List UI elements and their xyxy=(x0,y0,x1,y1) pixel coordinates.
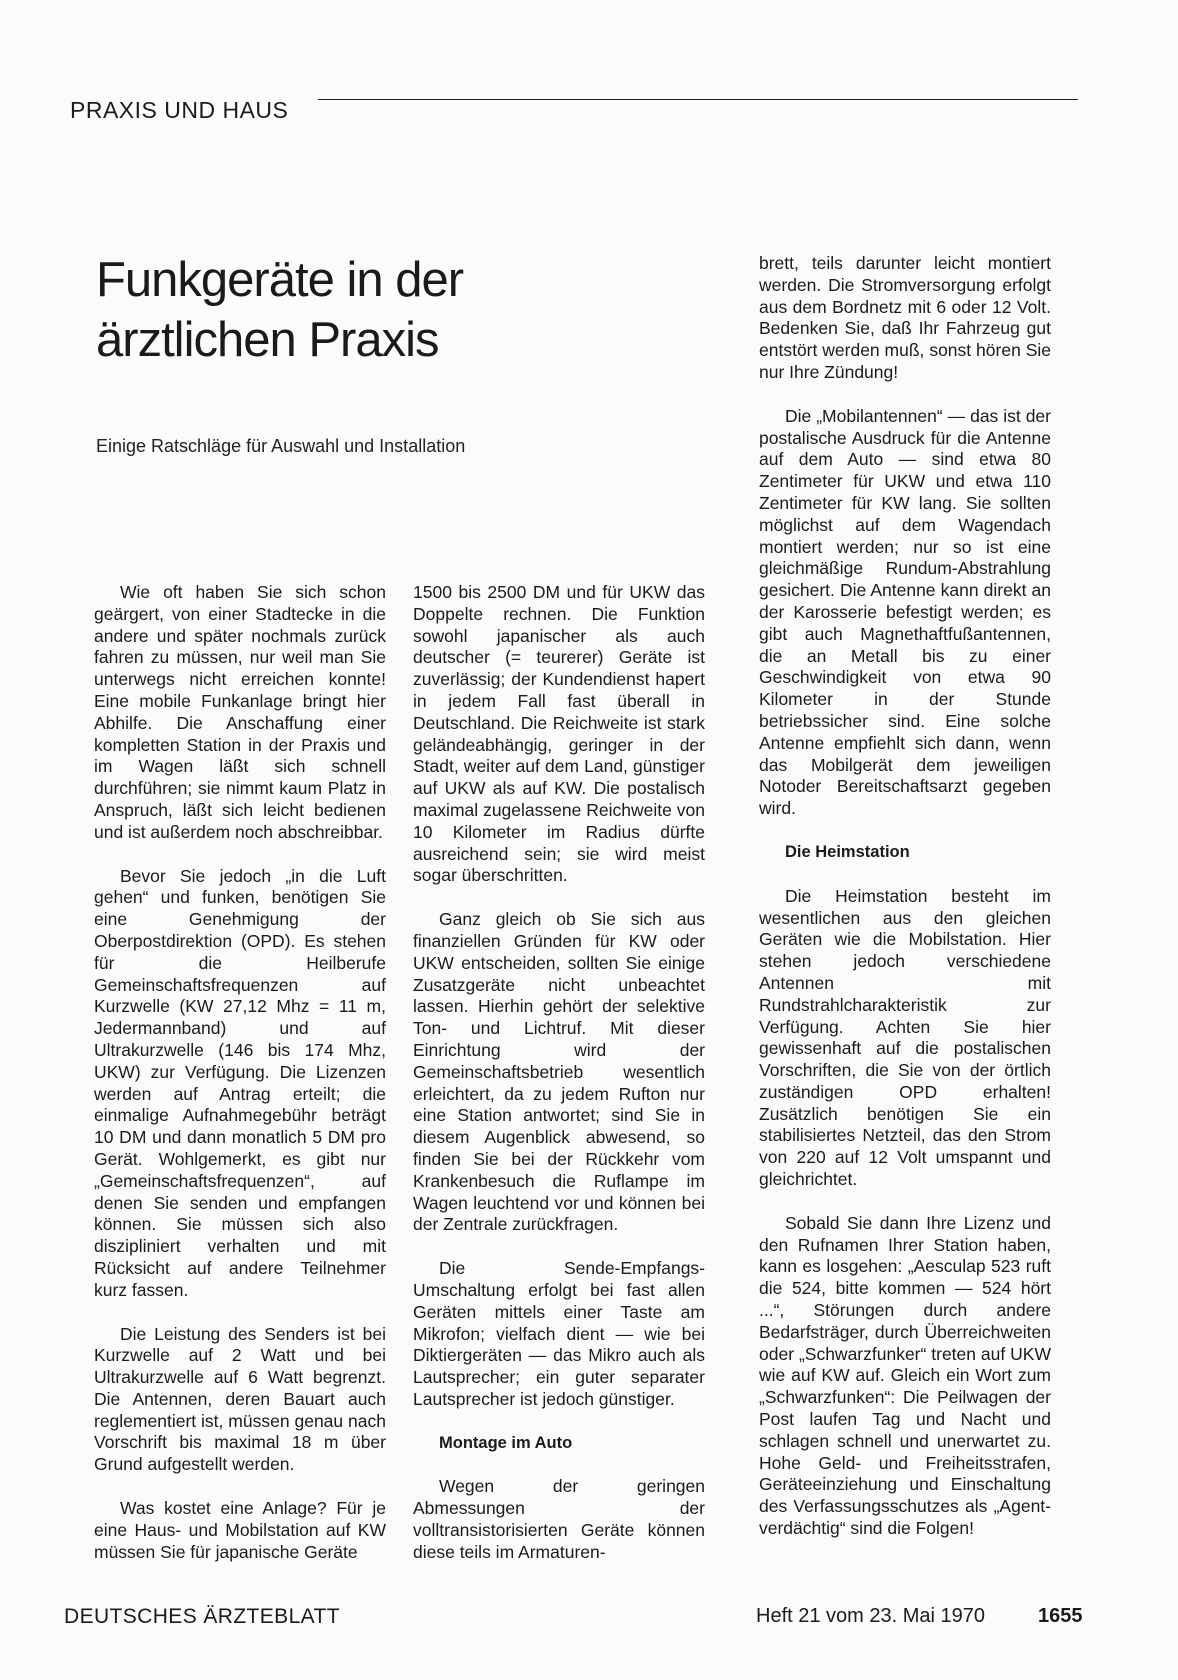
footer-journal: DEUTSCHES ÄRZTEBLATT xyxy=(64,1605,340,1628)
paragraph: Sobald Sie dann Ihre Lizenz und den Rufnamen Ihrer Station haben, kann es losgehen: „Aesculap 523 ruft die 524, bitte kommen — 524 hört ...“, Störungen durch andere Bedarfsträger, durch Überreichweiten oder „Schwarzfunker“ treten auf UKW wie auf KW auf. Gleich ein Wort zum „Schwarzfunken“: Die Peilwagen der Post laufen Tag und Nacht und schlagen schnell und unerwartet zu. Hohe Geld- und Freiheitsstrafen, Geräteeinziehung und Einschaltung des Verfassungsschutzes als „Agent-verdächtig“ sind die Folgen! xyxy=(759,1212,1051,1539)
text-column-1 xyxy=(94,582,386,1585)
section-heading: Die Heimstation xyxy=(785,842,910,861)
paragraph: Ganz gleich ob Sie sich aus finanziellen Gründen für KW oder UKW entscheiden, sollten Sie einige Zusatzgeräte nicht unbeachtet lassen. Hierhin gehört der selektive Ton- und Lichtruf. Mit dieser Einrichtung wird der Gemeinschaftsbetrieb wesentlich erleichtert, da zu jedem Rufton nur eine Station antwortet; sind Sie in diesem Augenblick abwesend, so finden Sie bei der Rückkehr vom Krankenbesuch die Ruflampe im Wagen leuchtend vor und können bei der Zentrale zurückfragen. xyxy=(413,909,705,1235)
paragraph: Die Leistung des Senders ist bei Kurzwelle auf 2 Watt und bei Ultrakurzwelle auf 6 Watt begrenzt. Die Antennen, deren Bauart auch reglementiert ist, müssen genau nach Vorschrift bis maximal 18 m über Grund aufgestellt werden. xyxy=(94,1323,386,1475)
paragraph: brett, teils darunter leicht montiert werden. Die Stromversorgung erfolgt aus dem Bordnetz mit 6 oder 12 Volt. Bedenken Sie, daß Ihr Fahrzeug gut entstört werden muß, sonst hören Sie nur Ihre Zündung! xyxy=(759,253,1051,382)
title-line-1: Funkgeräte in der xyxy=(96,253,464,307)
section-heading: Montage im Auto xyxy=(439,1433,573,1452)
paragraph: Die „Mobilantennen“ — das ist der postalische Ausdruck für die Antenne auf dem Auto — sind etwa 80 Zentimeter für UKW und etwa 110 Zentimeter für KW lang. Sie sollten möglichst auf dem Wagendach montiert werden; nur so ist eine gleichmäßige Rundum-Abstrahlung gesichert. Die Antenne kann direkt an der Karosserie befestigt werden; es gibt auch Magnethaftfußantennen, die an Metall bis zu einer Geschwindigkeit von etwa 90 Kilometer in der Stunde betriebssicher sind. Eine solche Antenne empfiehlt sich dann, wenn das Mobilgerät dem jeweiligen Notoder Bereitschaftsarzt gegeben wird. xyxy=(759,405,1051,819)
paragraph: Was kostet eine Anlage? Für je eine Haus- und Mobilstation auf KW müssen Sie für japanische Geräte xyxy=(94,1498,386,1562)
text-column-2 xyxy=(413,582,705,1586)
text-column-3 xyxy=(759,253,1051,1562)
paragraph: Wegen der geringen Abmessungen der volltransistorisierten Geräte können diese teils im Armaturen- xyxy=(413,1476,705,1562)
paragraph: Die Sende-Empfangs-Umschaltung erfolgt bei fast allen Geräten mittels einer Taste am Mikrofon; vielfach dient — wie bei Diktiergeräten — das Mikro auch als Lautsprecher; ein guter separater Lautsprecher ist jedoch günstiger. xyxy=(413,1258,705,1409)
footer-issue: Heft 21 vom 23. Mai 1970 xyxy=(756,1605,986,1627)
header-rule xyxy=(318,99,1078,100)
paragraph: Bevor Sie jedoch „in die Luft gehen“ und funken, benötigen Sie eine Genehmigung der Oberpostdirektion (OPD). Es stehen für die Heilberufe Gemeinschaftsfrequenzen auf Kurzwelle (KW 27,12 Mhz = 11 m, Jedermannband) und auf Ultrakurzwelle (146 bis 174 Mhz, UKW) zur Verfügung. Die Lizenzen werden auf Antrag erteilt; die einmalige Aufnahmegebühr beträgt 10 DM und dann monatlich 5 DM pro Gerät. Wohlgemerkt, es gibt nur „Gemeinschaftsfrequenzen“, auf denen Sie senden und empfangen können. Sie müssen sich also diszipliniert verhalten und mit Rücksicht auf andere Teilnehmer kurz fassen. xyxy=(94,865,386,1300)
paragraph: Die Heimstation besteht im wesentlichen aus den gleichen Geräten wie die Mobilstation. Hier stehen jedoch verschiedene Antennen mit Rundstrahlcharakteristik zur Verfügung. Achten Sie hier gewissenhaft auf die postalischen Vorschriften, die Sie von der örtlich zuständigen OPD erhalten! Zusätzlich benötigen Sie ein stabilisiertes Netzteil, das den Strom von 220 auf 12 Volt umspannt und gleichrichtet. xyxy=(759,885,1051,1190)
article-subtitle: Einige Ratschläge für Auswahl und Installation xyxy=(96,436,466,456)
article-title xyxy=(96,250,463,370)
page-number: 1655 xyxy=(1038,1605,1083,1627)
paragraph: Wie oft haben Sie sich schon geärgert, von einer Stadtecke in die andere und später nochmals zurück fahren zu müssen, nur weil man Sie unterwegs nicht erreichen konnte! Eine mobile Funkanlage bringt hier Abhilfe. Die Anschaffung einer kompletten Station in der Praxis und im Wagen läßt sich schnell durchführen; sie nimmt kaum Platz in Anspruch, läßt sich leicht bedienen und ist außerdem noch abschreibbar. xyxy=(94,582,386,842)
title-line-2: ärztlichen Praxis xyxy=(96,313,439,367)
section-label: PRAXIS UND HAUS xyxy=(70,97,289,123)
paragraph: 1500 bis 2500 DM und für UKW das Doppelte rechnen. Die Funktion sowohl japanischer als auch deutscher (= teurerer) Geräte ist zuverlässig; der Kundendienst hapert in jedem Fall fast überall in Deutschland. Die Reichweite ist stark geländeabhängig, geringer in der Stadt, weiter auf dem Land, günstiger auf UKW als auf KW. Die postalisch maximal zugelassene Reichweite von 10 Kilometer im Radius dürfte ausreichend sein; sie wird meist sogar überschritten. xyxy=(413,582,705,886)
